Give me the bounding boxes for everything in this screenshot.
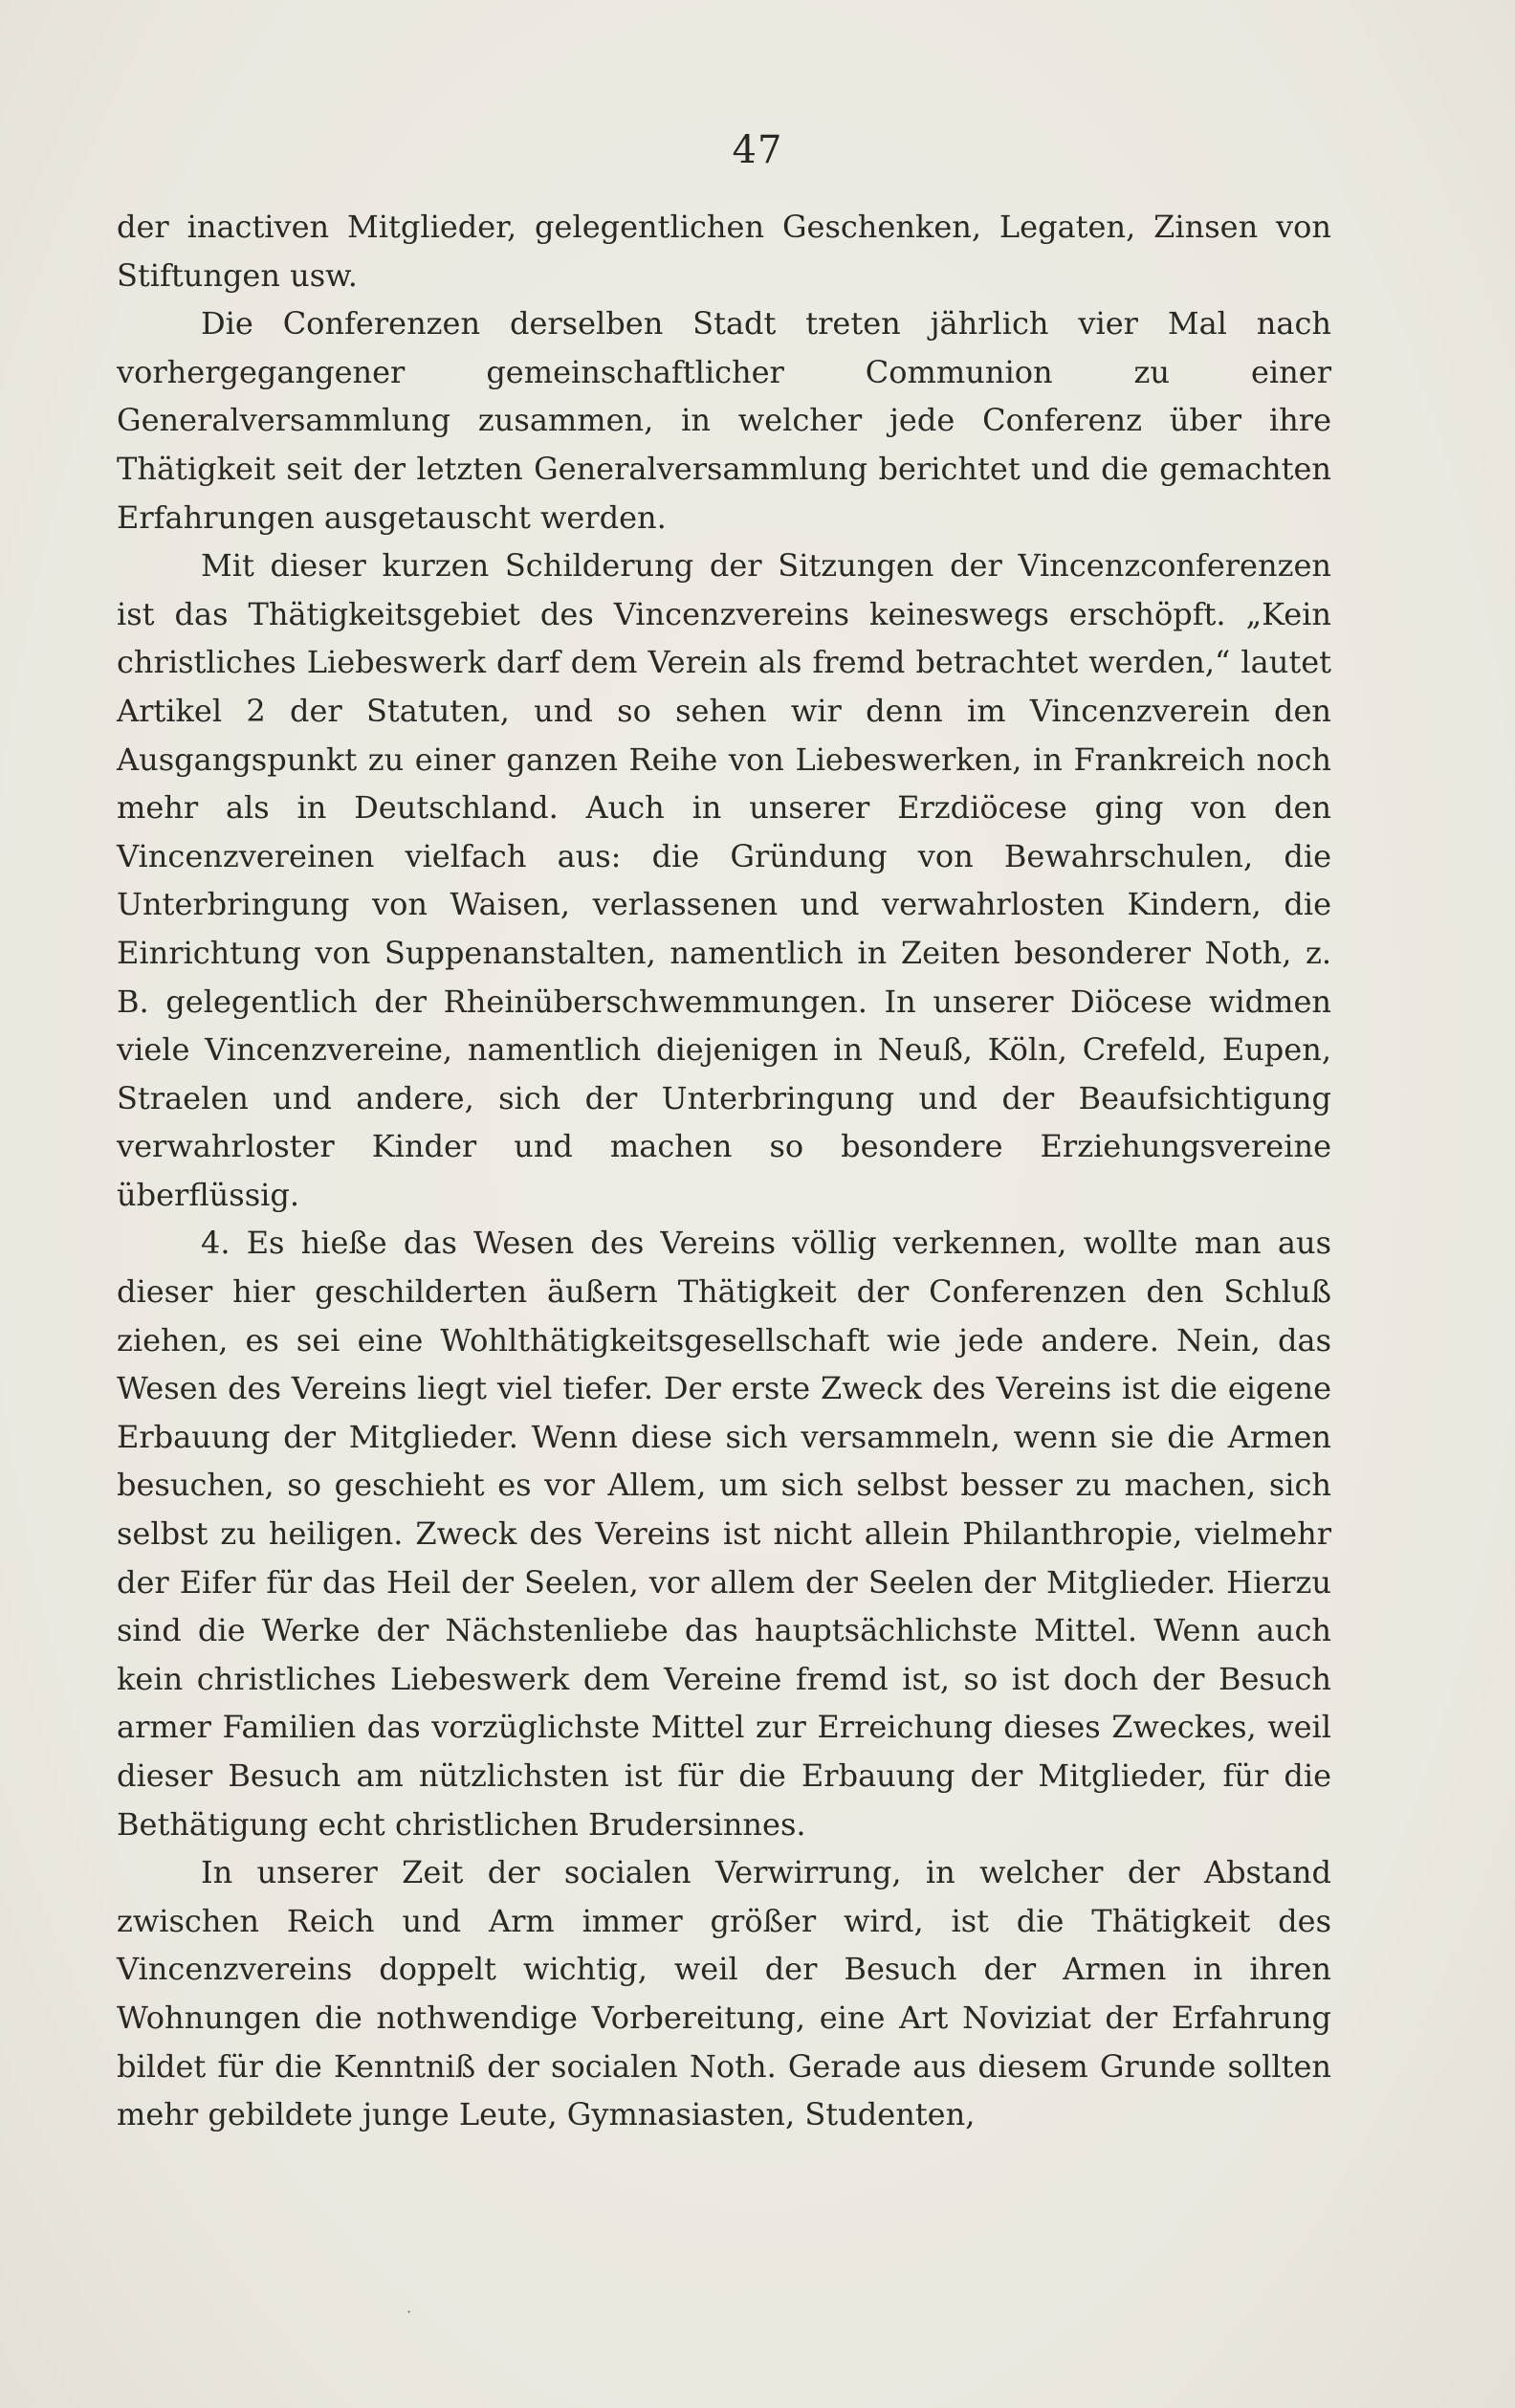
paragraph-continuation: der inactiven Mitglieder, gelegentlichen Geschenken, Legaten, Zinsen von Stiftungen usw. — [117, 209, 1331, 294]
paragraph-liebeswerke: Mit dieser kurzen Schilderung der Sitzungen der Vincenzconferenzen ist das Thätigkeitsgebiet des Vincenzvereins keineswegs erschöpft. „Kein christliches Liebeswerk darf dem Verein als fremd betrachtet werden,“ lautet Artikel 2 der Statuten, und so sehen wir denn im Vincenzverein den Ausgangspunkt zu einer ganzen Reihe von Liebeswerken, in Frankreich noch mehr als in Deutschland. Auch in unserer Erzdiöcese ging von den Vincenzvereinen vielfach aus: die Gründung von Bewahrschulen, die Unterbringung von Waisen, verlassenen und verwahrlosten Kindern, die Einrichtung von Suppenanstalten, namentlich in Zeiten besonderer Noth, z. B. gelegentlich der Rheinüberschwemmungen. In unserer Diöcese widmen viele Vincenzvereine, namentlich diejenigen in Neuß, Köln, Crefeld, Eupen, Straelen und andere, sich der Unterbringung und der Beaufsichtigung verwahrloster Kinder und machen so besondere Erziehungsvereine überflüssig. — [117, 547, 1331, 1213]
paragraph-wesen-des-vereins: 4. Es hieße das Wesen des Vereins völlig verkennen, wollte man aus dieser hier geschilderten äußern Thätigkeit der Conferenzen den Schluß ziehen, es sei eine Wohlthätigkeitsgesellschaft wie jede andere. Nein, das Wesen des Vereins liegt viel tiefer. Der erste Zweck des Vereins ist die eigene Erbauung der Mitglieder. Wenn diese sich versammeln, wenn sie die Armen besuchen, so geschieht es vor Allem, um sich selbst besser zu machen, sich selbst zu heiligen. Zweck des Vereins ist nicht allein Philanthropie, vielmehr der Eifer für das Heil der Seelen, vor allem der Seelen der Mitglieder. Hierzu sind die Werke der Nächstenliebe das hauptsächlichste Mittel. Wenn auch kein christliches Liebeswerk dem Vereine fremd ist, so ist doch der Besuch armer Familien das vorzüglichste Mittel zur Erreichung dieses Zweckes, weil dieser Besuch am nützlichsten ist für die Erbauung der Mitglieder, für die Bethätigung echt christlichen Brudersinnes. — [117, 1225, 1331, 1843]
page-number: 47 — [732, 128, 783, 172]
body-text — [117, 203, 1331, 2139]
paragraph-sociale-verwirrung: In unserer Zeit der socialen Verwirrung, in welcher der Abstand zwischen Reich und Arm immer größer wird, ist die Thätigkeit des Vincenzvereins doppelt wichtig, weil der Besuch der Armen in ihren Wohnungen die nothwendige Vorbereitung, eine Art Noviziat der Erfahrung bildet für die Kenntniß der socialen Noth. Gerade aus diesem Grunde sollten mehr gebildete junge Leute, Gymnasiasten, Studenten, — [117, 1854, 1331, 2133]
stray-ink-speck: · — [406, 2303, 412, 2321]
paragraph-generalversammlung: Die Conferenzen derselben Stadt treten jährlich vier Mal nach vorhergegangener gemeinschaftlicher Communion zu einer Generalversammlung zusammen, in welcher jede Conferenz über ihre Thätigkeit seit der letzten Generalversammlung berichtet und die gemachten Erfahrungen ausgetauscht werden. — [117, 305, 1331, 536]
